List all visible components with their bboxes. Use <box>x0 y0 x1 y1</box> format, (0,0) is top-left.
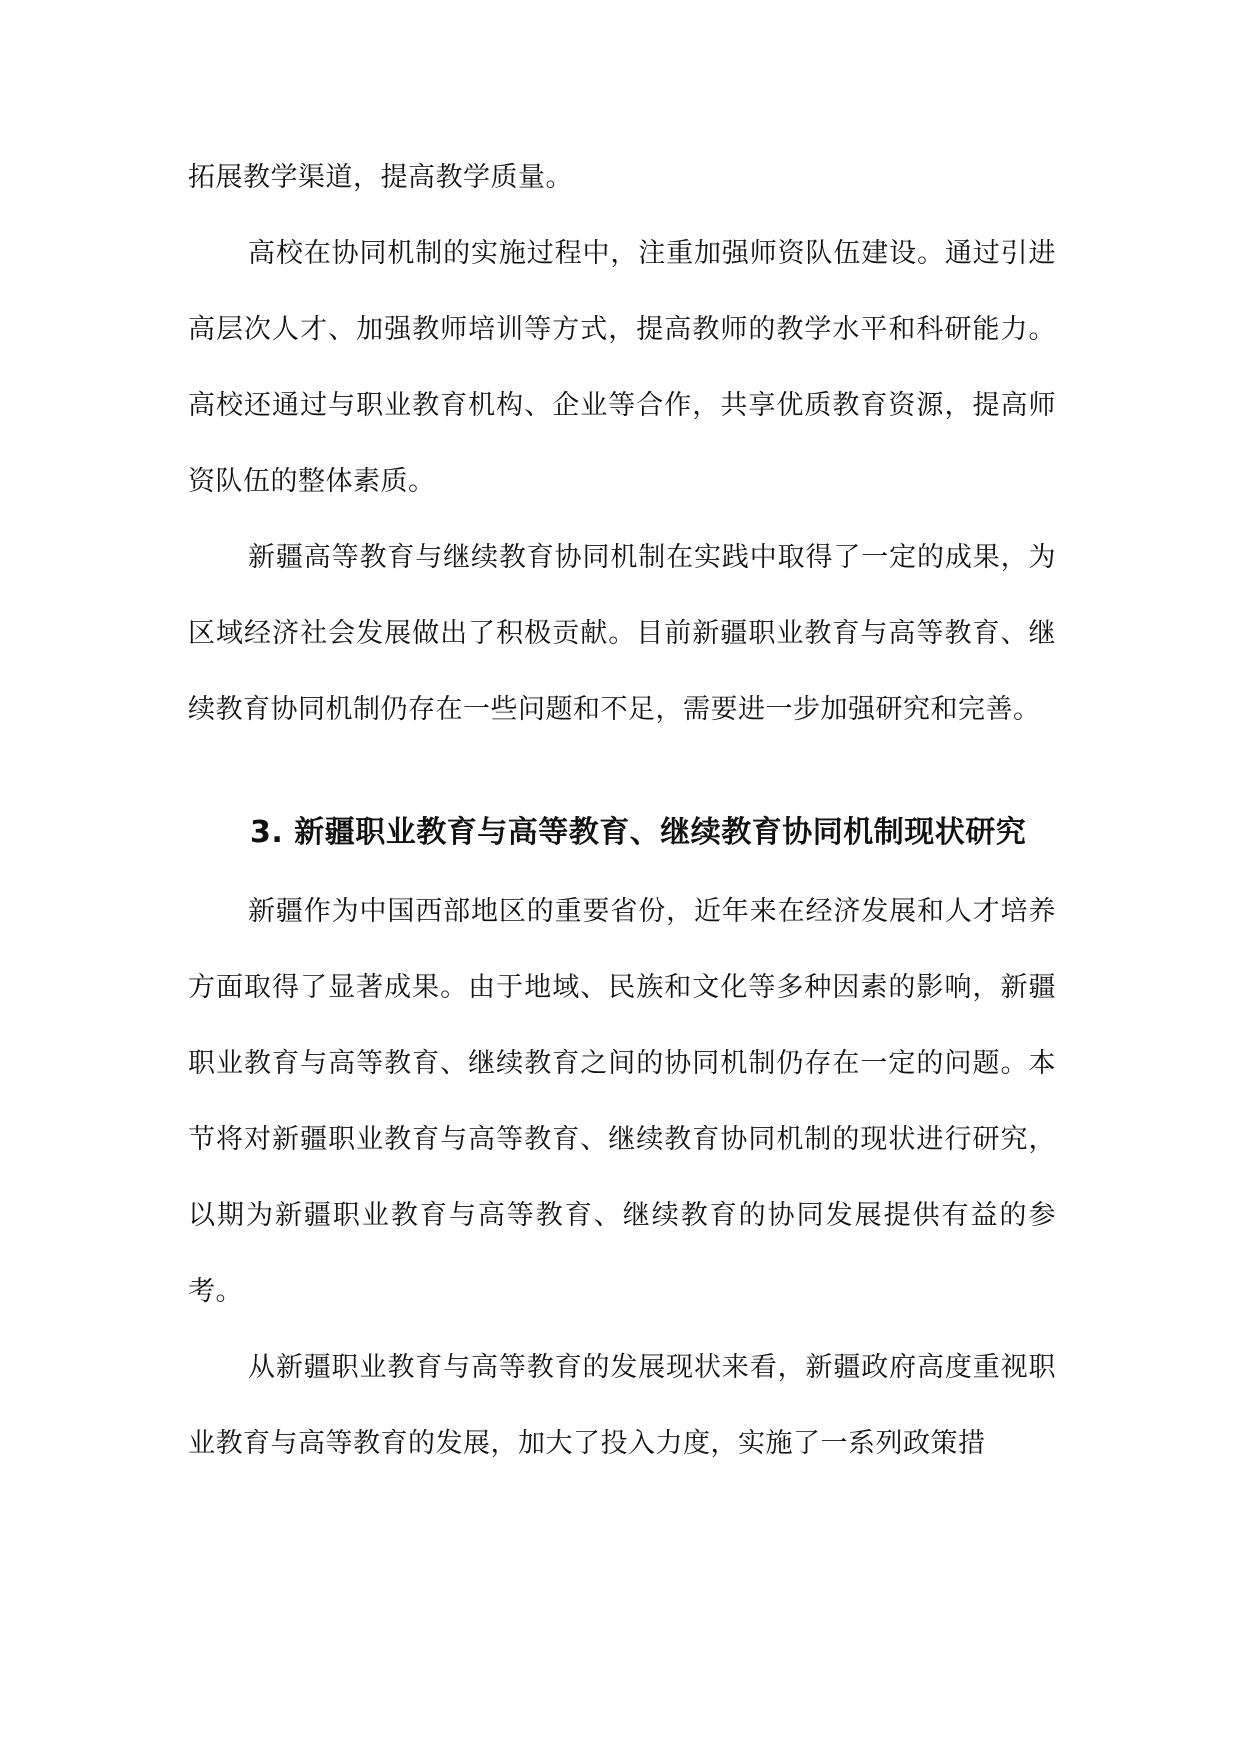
section-heading: 3. 新疆职业教育与高等教育、继续教育协同机制现状研究 <box>250 815 1027 850</box>
paragraph-xinjiang-overview: 新疆作为中国西部地区的重要省份，近年来在经济发展和人才培养方面取得了显著成果。由于地域、民族和文化等多种因素的影响，新疆职业教育与高等教育、继续教育之间的协同机制仍存在一定的问题。本节将对新疆职业教育与高等教育、继续教育协同机制的现状进行研究，以期为新疆职业教育与高等教育、继续教育的协同发展提供有益的参考。 <box>188 896 1056 1307</box>
paragraph-faculty-building: 高校在协同机制的实施过程中，注重加强师资队伍建设。通过引进高层次人才、加强教师培训等方式，提高教师的教学水平和科研能力。高校还通过与职业教育机构、企业等合作，共享优质教育资源，提高师资队伍的整体素质。 <box>188 238 1056 497</box>
paragraph-achievements: 新疆高等教育与继续教育协同机制在实践中取得了一定的成果，为区域经济社会发展做出了积极贡献。目前新疆职业教育与高等教育、继续教育协同机制仍存在一些问题和不足，需要进一步加强研究和完善。 <box>188 542 1056 725</box>
paragraph-development-status: 从新疆职业教育与高等教育的发展现状来看，新疆政府高度重视职业教育与高等教育的发展，加大了投入力度，实施了一系列政策措 <box>188 1352 1056 1459</box>
document-body <box>188 140 1056 1482</box>
paragraph-continuation: 拓展教学渠道，提高教学质量。 <box>188 162 573 193</box>
